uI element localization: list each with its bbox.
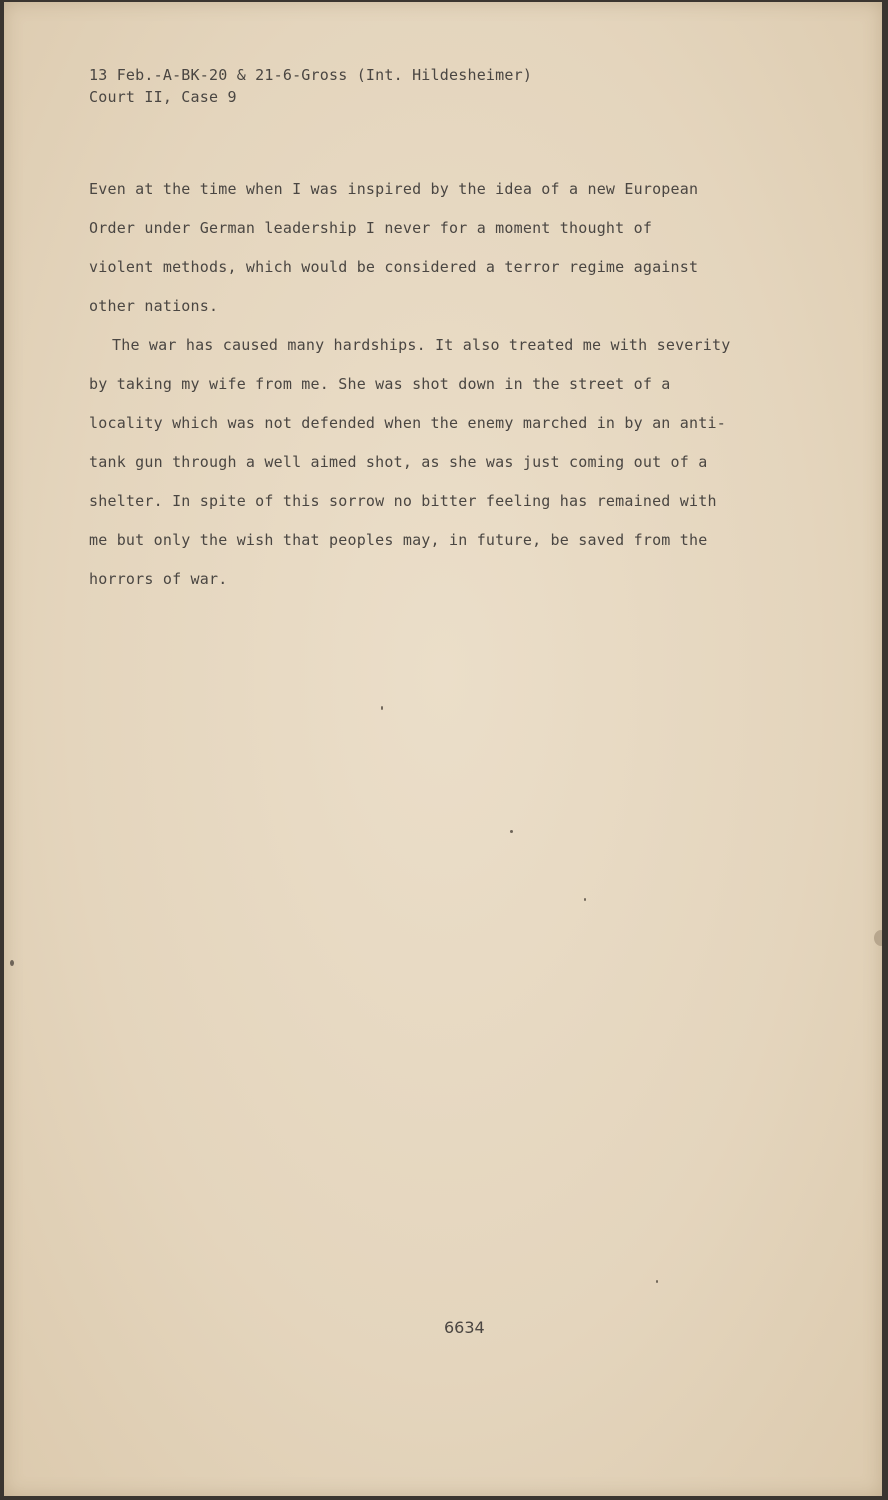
- text-line: locality which was not defended when the enemy marched in by an anti-: [89, 414, 726, 432]
- header-case-reference: 13 Feb.-A-BK-20 & 21-6-Gross (Int. Hildesheimer): [89, 66, 533, 84]
- paragraph-1: [89, 170, 789, 326]
- text-line: horrors of war.: [89, 570, 228, 588]
- text-line: other nations.: [89, 297, 219, 315]
- header-court-case: Court II, Case 9: [89, 88, 237, 106]
- document-body: [89, 170, 789, 599]
- document-header: [89, 64, 532, 108]
- paper-speck: [584, 898, 586, 901]
- text-line: The war has caused many hardships. It also treated me with severity: [112, 336, 731, 354]
- paper-speck: [381, 706, 383, 710]
- paragraph-2: [89, 326, 789, 599]
- paper-speck: [10, 960, 14, 966]
- binder-hole: [874, 930, 882, 946]
- document-page: [4, 2, 882, 1496]
- text-line: shelter. In spite of this sorrow no bitter feeling has remained with: [89, 492, 717, 510]
- text-line: Even at the time when I was inspired by the idea of a new European: [89, 180, 699, 198]
- text-line: by taking my wife from me. She was shot down in the street of a: [89, 375, 671, 393]
- paper-speck: [656, 1280, 658, 1283]
- page-number: 6634: [444, 1318, 485, 1337]
- text-line: me but only the wish that peoples may, in future, be saved from the: [89, 531, 708, 549]
- text-line: violent methods, which would be considered a terror regime against: [89, 258, 699, 276]
- text-line: tank gun through a well aimed shot, as she was just coming out of a: [89, 453, 708, 471]
- text-line: Order under German leadership I never for a moment thought of: [89, 219, 653, 237]
- paper-speck: [510, 830, 513, 833]
